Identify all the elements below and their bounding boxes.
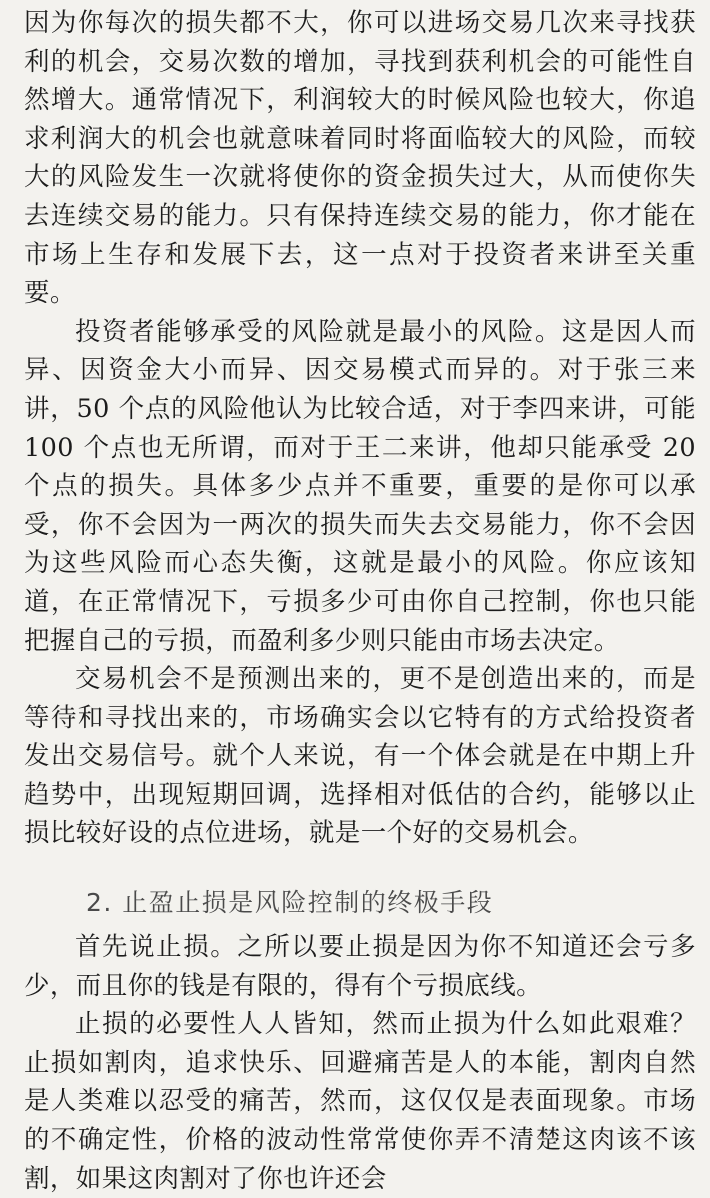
body-paragraph: 投资者能够承受的风险就是最小的风险。这是因人而异、因资金大小而异、因交易模式而异的。对于张三来讲，50 个点的风险他认为比较合适，对于李四来讲，可能 100 个点也无所谓，而对于王二来讲，他却只能承受 20 个点的损失。具体多少点并不重要，重要的是你可以承受，你不会因为一两次的损失而失去交易能力，你不会因为这些风险而心态失衡，这就是最小的风险。你应该知道，在正常情况下，亏损多少可由你自己控制，你也只能把握自己的亏损，而盈利多少则只能由市场去决定。 — [24, 316, 696, 656]
body-paragraph: 首先说止损。之所以要止损是因为你不知道还会亏多少，而且你的钱是有限的，得有个亏损底线。 — [24, 932, 696, 1001]
body-paragraph-continued: 因为你每次的损失都不大，你可以进场交易几次来寻找获利的机会，交易次数的增加，寻找到获利机会的可能性自然增大。通常情况下，利润较大的时候风险也较大，你追求利润大的机会也就意味着同时将面临较大的风险，而较大的风险发生一次就将使你的资金损失过大，从而使你失去连续交易的能力。只有保持连续交易的能力，你才能在市场上生存和发展下去，这一点对于投资者来讲至关重要。 — [24, 8, 696, 309]
book-page — [0, 4, 710, 1194]
body-paragraph: 交易机会不是预测出来的，更不是创造出来的，而是等待和寻找出来的，市场确实会以它特有的方式给投资者发出交易信号。就个人来说，有一个体会就是在中期上升趋势中，出现短期回调，选择相对低估的合约，能够以止损比较好设的点位进场，就是一个好的交易机会。 — [24, 664, 696, 849]
body-paragraph: 止损的必要性人人皆知，然而止损为什么如此艰难？止损如割肉，追求快乐、回避痛苦是人的本能，割肉自然是人类难以忍受的痛苦，然而，这仅仅是表面现象。市场的不确定性，价格的波动性常常使你弄不清楚这肉该不该割，如果这肉割对了你也许还会 — [24, 1009, 696, 1194]
section-heading: 2. 止盈止损是风险控制的终极手段 — [86, 888, 494, 918]
